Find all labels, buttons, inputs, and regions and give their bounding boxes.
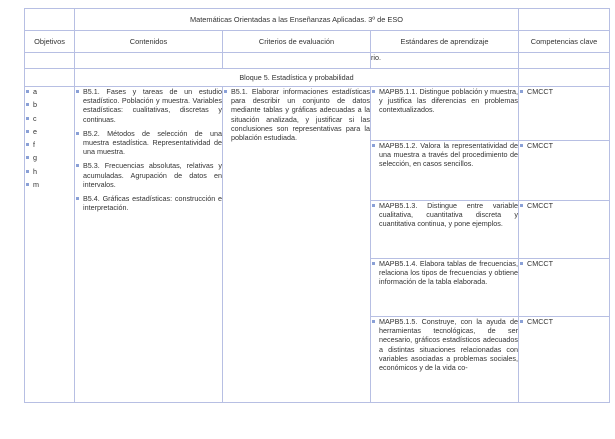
competencia-cell <box>519 317 610 403</box>
objetivo-item: g <box>25 153 74 162</box>
bloque-right-empty <box>519 69 610 87</box>
estandar-item: MAPB5.1.5. Construye, con la ayuda de herramientas tecnológicas, de ser necesario, gráficos estadísticos adecuados a distintas situaciones relacionadas con variables asociadas a problemas sociales, económicos y de la vida co- <box>371 317 518 372</box>
competencia-cell <box>519 87 610 141</box>
bloque-left-empty <box>25 69 75 87</box>
carryover-empty <box>25 53 75 69</box>
contenido-item: B5.3. Frecuencias absolutas, relativas y acumuladas. Agrupación de datos en intervalos. <box>75 161 222 189</box>
bloque-title: Bloque 5. Estadística y probabilidad <box>75 69 519 87</box>
estandar-cell <box>371 259 519 317</box>
objetivos-cell <box>25 87 75 403</box>
header-competencias: Competencias clave <box>519 31 610 53</box>
objetivo-item: h <box>25 167 74 176</box>
objetivo-item: f <box>25 140 74 149</box>
header-estandares: Estándares de aprendizaje <box>371 31 519 53</box>
carryover-text: rio. <box>371 53 519 69</box>
carryover-empty <box>519 53 610 69</box>
objetivo-item: c <box>25 114 74 123</box>
estandar-cell <box>371 87 519 141</box>
competencia-item: CMCCT <box>519 87 609 96</box>
carryover-empty <box>223 53 371 69</box>
competencia-item: CMCCT <box>519 259 609 268</box>
criterio-item: B5.1. Elaborar informaciones estadísticas para describir un conjunto de datos mediante tablas y gráficas adecuadas a la situación analizada, y justificar si las conclusiones son representativas para la población estudiada. <box>223 87 370 142</box>
competencia-cell <box>519 141 610 201</box>
estandar-item: MAPB5.1.4. Elabora tablas de frecuencias, relaciona los tipos de frecuencias y obtiene información de la tabla elaborada. <box>371 259 518 287</box>
header-contenidos: Contenidos <box>75 31 223 53</box>
estandar-item: MAPB5.1.1. Distingue población y muestra, y justifica las diferencias en problemas contextualizados. <box>371 87 518 115</box>
table-title: Matemáticas Orientadas a las Enseñanzas Aplicadas. 3º de ESO <box>75 9 519 31</box>
carryover-empty <box>75 53 223 69</box>
competencia-cell <box>519 259 610 317</box>
objetivo-item: e <box>25 127 74 136</box>
objetivo-item: a <box>25 87 74 96</box>
estandar-item: MAPB5.1.3. Distingue entre variable cualitativa, cuantitativa discreta y cuantitativa continua, y pone ejemplos. <box>371 201 518 229</box>
blank-corner-right <box>519 9 610 31</box>
objetivo-item: m <box>25 180 74 189</box>
objetivo-item: b <box>25 100 74 109</box>
contenido-item: B5.1. Fases y tareas de un estudio estadístico. Población y muestra. Variables estadísticas: cualitativas, discretas y continuas. <box>75 87 222 124</box>
estandar-cell <box>371 141 519 201</box>
estandar-item: MAPB5.1.2. Valora la representatividad de una muestra a través del procedimiento de selección, en casos sencillos. <box>371 141 518 169</box>
competencia-cell <box>519 201 610 259</box>
header-criterios: Criterios de evaluación <box>223 31 371 53</box>
competencia-item: CMCCT <box>519 201 609 210</box>
contenido-item: B5.2. Métodos de selección de una muestra estadística. Representatividad de una muestra. <box>75 129 222 157</box>
competencia-item: CMCCT <box>519 141 609 150</box>
competencia-item: CMCCT <box>519 317 609 326</box>
criterio-cell <box>223 87 371 403</box>
header-objetivos: Objetivos <box>25 31 75 53</box>
curriculum-table <box>24 8 610 403</box>
blank-corner <box>25 9 75 31</box>
estandar-cell <box>371 317 519 403</box>
contenido-item: B5.4. Gráficas estadísticas: construcción e interpretación. <box>75 194 222 212</box>
contenidos-cell <box>75 87 223 403</box>
estandar-cell <box>371 201 519 259</box>
